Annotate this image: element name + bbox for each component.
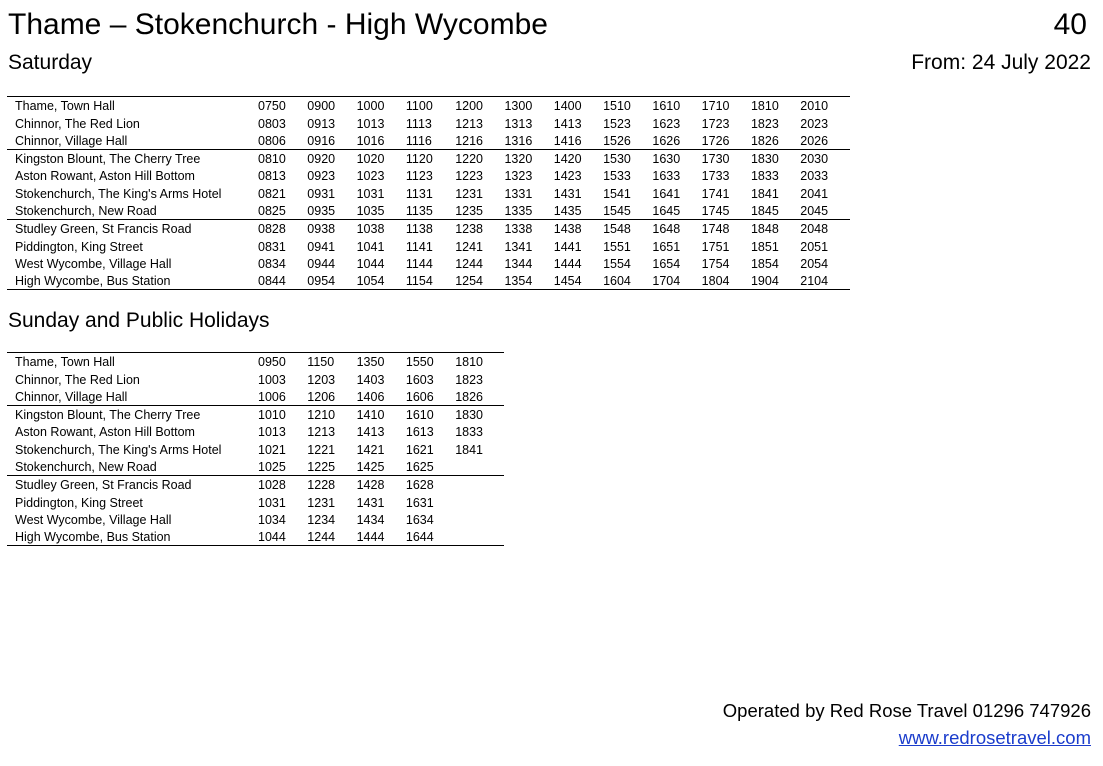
departure-time: 1244: [455, 256, 483, 271]
valid-from-date: From: 24 July 2022: [911, 51, 1091, 74]
departure-time: 1651: [652, 239, 681, 254]
timetable-row: [7, 476, 504, 494]
departure-time: 1833: [455, 425, 483, 440]
footer: [723, 697, 1091, 751]
departure-time: 1413: [553, 116, 582, 131]
departure-time: 0935: [307, 204, 336, 219]
departure-time: 1241: [455, 239, 483, 254]
departure-time: 1400: [554, 97, 603, 115]
departure-time: 1454: [554, 272, 603, 290]
departure-time: 1010: [258, 405, 307, 423]
departure-time: 1031: [258, 495, 286, 510]
timetable-row: [7, 440, 504, 457]
departure-time: 1610: [406, 405, 455, 423]
departure-time: 1025: [258, 460, 286, 475]
departure-time: 1044: [356, 256, 385, 271]
departure-time: 1623: [652, 116, 681, 131]
departure-time: 1710: [702, 97, 751, 115]
departure-time: 1316: [504, 133, 533, 148]
departure-time: 1533: [603, 169, 631, 184]
departure-time: 1654: [652, 256, 681, 271]
departure-time: 1438: [554, 220, 603, 238]
departure-time: 1648: [652, 220, 701, 238]
departure-time: 1604: [603, 272, 652, 290]
departure-time: 0923: [307, 169, 336, 184]
departure-time: 1120: [406, 149, 455, 167]
departure-time: 1031: [356, 186, 385, 201]
departure-time: 1444: [357, 528, 406, 546]
departure-time: 2048: [800, 220, 849, 238]
departure-time: 1200: [455, 97, 504, 115]
departure-time: 1028: [258, 476, 307, 494]
departure-time: 1745: [701, 204, 730, 219]
departure-time: 1223: [455, 169, 483, 184]
departure-time: 1441: [553, 239, 582, 254]
departure-time: 1231: [307, 495, 336, 510]
stop-name: Thame, Town Hall: [7, 97, 258, 115]
stop-name: Stokenchurch, The King's Arms Hotel: [15, 186, 222, 201]
departure-time: 2041: [800, 186, 829, 201]
departure-time: 1350: [357, 353, 406, 371]
departure-time: 1526: [603, 133, 631, 148]
departure-time: 2010: [800, 97, 849, 115]
departure-time: 1641: [652, 186, 681, 201]
departure-time: 1634: [405, 512, 434, 527]
stop-name: Chinnor, The Red Lion: [15, 372, 140, 387]
departure-time: 0750: [258, 97, 307, 115]
departure-time: 0821: [258, 186, 286, 201]
departure-time: 2033: [800, 169, 829, 184]
route-title: Thame – Stokenchurch - High Wycombe: [8, 8, 548, 41]
departure-time: 1603: [405, 372, 434, 387]
departure-time: 1530: [603, 149, 652, 167]
departure-time: 1035: [356, 204, 385, 219]
departure-time: 1234: [307, 512, 336, 527]
departure-time: 1606: [405, 389, 434, 404]
departure-time: 1228: [307, 476, 356, 494]
stop-name: Kingston Blount, The Cherry Tree: [7, 149, 258, 167]
departure-time: 0831: [258, 239, 286, 254]
operator-info: Operated by Red Rose Travel 01296 747926: [722, 700, 1091, 721]
departure-time: 1320: [504, 149, 553, 167]
timetable-row: [7, 405, 504, 423]
departure-time: 1841: [455, 442, 483, 457]
departure-time: 2051: [800, 239, 829, 254]
timetable-row: [7, 511, 504, 528]
departure-time: 1100: [406, 97, 455, 115]
departure-time: 1225: [307, 460, 336, 475]
departure-time: 1545: [603, 204, 631, 219]
departure-time: 1741: [701, 186, 730, 201]
departure-time: 1730: [702, 149, 751, 167]
stop-name: West Wycombe, Village Hall: [15, 256, 172, 271]
departure-time: 0810: [258, 149, 307, 167]
timetable-row: [7, 149, 850, 167]
departure-time: 0834: [258, 256, 286, 271]
sunday-heading: Sunday and Public Holidays: [8, 309, 270, 332]
stop-name: High Wycombe, Bus Station: [7, 272, 258, 290]
departure-time: 1210: [307, 405, 356, 423]
departure-time: 2026: [800, 133, 829, 148]
departure-time: 1044: [258, 528, 307, 546]
departure-time: 1435: [553, 204, 582, 219]
departure-time: 1733: [701, 169, 730, 184]
departure-time: 1331: [504, 186, 533, 201]
departure-time: 1630: [652, 149, 701, 167]
departure-time: 1423: [553, 169, 582, 184]
departure-time: 1810: [751, 97, 800, 115]
departure-time: 1804: [702, 272, 751, 290]
stop-name: Chinnor, Village Hall: [15, 389, 128, 404]
departure-time: 1425: [356, 460, 385, 475]
timetable-row: [7, 97, 850, 115]
departure-time: 0916: [307, 133, 336, 148]
departure-time: 2104: [800, 272, 849, 290]
departure-time: [455, 493, 504, 510]
departure-time: 1006: [258, 389, 286, 404]
departure-time: 1431: [356, 495, 385, 510]
departure-time: 1213: [307, 425, 336, 440]
sunday-timetable: [7, 352, 504, 546]
timetable-row: [7, 370, 504, 387]
departure-time: 1748: [702, 220, 751, 238]
stop-name: Aston Rowant, Aston Hill Bottom: [15, 169, 195, 184]
departure-time: 0803: [258, 116, 286, 131]
departure-time: 1141: [405, 239, 433, 254]
departure-time: 1023: [356, 169, 385, 184]
departure-time: 1626: [652, 133, 681, 148]
departure-time: 1904: [751, 272, 800, 290]
departure-time: 0944: [307, 256, 336, 271]
departure-time: 1413: [356, 425, 385, 440]
timetable-row: [7, 202, 850, 220]
departure-time: 1238: [455, 220, 504, 238]
departure-time: 1826: [455, 389, 483, 404]
departure-time: 1135: [405, 204, 433, 219]
departure-time: 1633: [652, 169, 681, 184]
departure-time: 1428: [357, 476, 406, 494]
departure-time: 2045: [800, 204, 829, 219]
departure-time: 1613: [405, 425, 434, 440]
departure-time: 1841: [750, 186, 779, 201]
stop-name: Stokenchurch, New Road: [15, 204, 157, 219]
departure-time: 1013: [258, 425, 286, 440]
departure-time: 1213: [455, 116, 483, 131]
departure-time: 1406: [356, 389, 385, 404]
departure-time: [455, 458, 504, 476]
departure-time: 0913: [307, 116, 336, 131]
departure-time: 1013: [356, 116, 385, 131]
website-link[interactable]: www.redrosetravel.com: [898, 727, 1091, 748]
departure-time: 0844: [258, 272, 307, 290]
departure-time: 1625: [405, 460, 434, 475]
departure-time: 1220: [455, 149, 504, 167]
departure-time: 1826: [750, 133, 779, 148]
departure-time: 1631: [405, 495, 434, 510]
timetable-row: [7, 255, 850, 272]
departure-time: 1138: [406, 220, 455, 238]
departure-time: 1726: [701, 133, 730, 148]
stop-name: Kingston Blount, The Cherry Tree: [7, 405, 258, 423]
departure-time: 1420: [554, 149, 603, 167]
departure-time: 1335: [504, 204, 533, 219]
departure-time: 1016: [356, 133, 385, 148]
timetable-row: [7, 423, 504, 440]
timetable-row: [7, 493, 504, 510]
departure-time: 1823: [750, 116, 779, 131]
departure-time: 1113: [405, 116, 432, 131]
departure-time: 1150: [307, 353, 356, 371]
departure-time: 1810: [455, 353, 504, 371]
departure-time: 1041: [356, 239, 385, 254]
departure-time: 1003: [258, 372, 286, 387]
departure-time: 1554: [603, 256, 631, 271]
departure-time: 2023: [800, 116, 829, 131]
departure-time: 1021: [258, 442, 286, 457]
departure-time: 1551: [603, 239, 631, 254]
departure-time: 1823: [455, 372, 483, 387]
departure-time: 1154: [406, 272, 455, 290]
departure-time: 1751: [701, 239, 730, 254]
timetable-row: [7, 458, 504, 476]
stop-name: Chinnor, The Red Lion: [15, 116, 140, 131]
departure-time: 1848: [751, 220, 800, 238]
departure-time: 2030: [800, 149, 849, 167]
stop-name: West Wycombe, Village Hall: [15, 512, 172, 527]
departure-time: [455, 476, 504, 494]
departure-time: 1034: [258, 512, 286, 527]
departure-time: 0950: [258, 353, 307, 371]
departure-time: 1548: [603, 220, 652, 238]
departure-time: 1645: [652, 204, 681, 219]
departure-time: 0825: [258, 204, 286, 219]
departure-time: 1144: [405, 256, 433, 271]
departure-time: 1830: [455, 405, 504, 423]
departure-time: 1523: [603, 116, 631, 131]
stop-name: Aston Rowant, Aston Hill Bottom: [15, 425, 195, 440]
departure-time: 1313: [504, 116, 533, 131]
departure-time: 0828: [258, 220, 307, 238]
departure-time: 1644: [406, 528, 455, 546]
departure-time: 1854: [750, 256, 779, 271]
departure-time: 1038: [357, 220, 406, 238]
departure-time: 1354: [504, 272, 553, 290]
departure-time: 1416: [553, 133, 582, 148]
stop-name: High Wycombe, Bus Station: [7, 528, 258, 546]
departure-time: 1830: [751, 149, 800, 167]
departure-time: 1851: [750, 239, 779, 254]
timetable-row: [7, 528, 504, 546]
departure-time: 1431: [553, 186, 582, 201]
departure-time: 1444: [553, 256, 582, 271]
departure-time: 0920: [307, 149, 356, 167]
departure-time: 1628: [406, 476, 455, 494]
stop-name: Stokenchurch, New Road: [15, 460, 157, 475]
departure-time: 1845: [750, 204, 779, 219]
departure-time: 1254: [455, 272, 504, 290]
departure-time: 0813: [258, 169, 286, 184]
departure-time: 0938: [307, 220, 356, 238]
departure-time: 2054: [800, 256, 829, 271]
departure-time: 1300: [504, 97, 553, 115]
departure-time: 1341: [504, 239, 533, 254]
departure-time: 1434: [356, 512, 385, 527]
departure-time: 1338: [504, 220, 553, 238]
departure-time: 0954: [307, 272, 356, 290]
departure-time: 1323: [504, 169, 533, 184]
departure-time: 1541: [603, 186, 631, 201]
departure-time: 1221: [307, 442, 336, 457]
departure-time: 1510: [603, 97, 652, 115]
timetable-row: [7, 388, 504, 406]
departure-time: 1131: [405, 186, 433, 201]
departure-time: 1000: [357, 97, 406, 115]
departure-time: 1244: [307, 528, 356, 546]
saturday-timetable: [7, 96, 850, 290]
departure-time: 1206: [307, 389, 336, 404]
departure-time: 1203: [307, 372, 336, 387]
departure-time: 1231: [455, 186, 483, 201]
departure-time: [455, 528, 504, 546]
stop-name: Piddington, King Street: [15, 495, 143, 510]
departure-time: 1235: [455, 204, 483, 219]
departure-time: 1754: [701, 256, 730, 271]
departure-time: [455, 511, 504, 528]
departure-time: 1833: [750, 169, 779, 184]
departure-time: 0931: [307, 186, 336, 201]
departure-time: 1621: [405, 442, 434, 457]
departure-time: 1123: [405, 169, 433, 184]
timetable-row: [7, 353, 504, 371]
route-number: 40: [1053, 8, 1087, 41]
departure-time: 1704: [652, 272, 701, 290]
departure-time: 1020: [357, 149, 406, 167]
stop-name: Stokenchurch, The King's Arms Hotel: [15, 442, 222, 457]
saturday-heading: Saturday: [8, 51, 93, 74]
departure-time: 0941: [307, 239, 336, 254]
departure-time: 1403: [356, 372, 385, 387]
departure-time: 1216: [455, 133, 483, 148]
stop-name: Thame, Town Hall: [7, 353, 258, 371]
departure-time: 0806: [258, 133, 286, 148]
timetable-row: [7, 167, 850, 184]
stop-name: Studley Green, St Francis Road: [7, 476, 258, 494]
timetable-row: [7, 114, 850, 131]
departure-time: 0900: [307, 97, 356, 115]
stop-name: Studley Green, St Francis Road: [7, 220, 258, 238]
departure-time: 1550: [406, 353, 455, 371]
timetable-row: [7, 237, 850, 254]
departure-time: 1054: [357, 272, 406, 290]
departure-time: 1723: [701, 116, 730, 131]
departure-time: 1421: [356, 442, 385, 457]
stop-name: Piddington, King Street: [15, 239, 143, 254]
departure-time: 1344: [504, 256, 533, 271]
stop-name: Chinnor, Village Hall: [15, 133, 128, 148]
departure-time: 1610: [652, 97, 701, 115]
timetable-row: [7, 272, 850, 290]
timetable-row: [7, 132, 850, 150]
departure-time: 1410: [357, 405, 406, 423]
departure-time: 1116: [405, 133, 432, 148]
timetable-row: [7, 220, 850, 238]
timetable-row: [7, 184, 850, 201]
